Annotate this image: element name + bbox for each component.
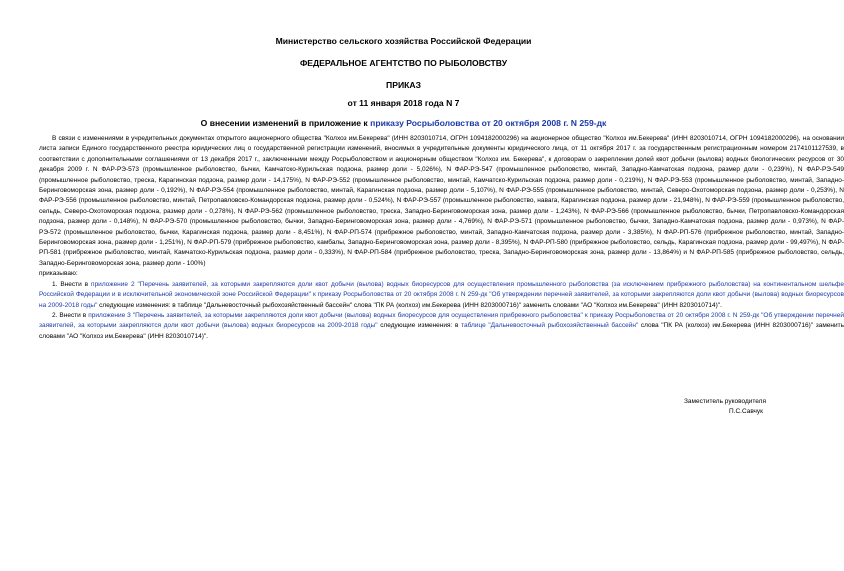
item-1-number: 1. Внести в [52, 280, 92, 288]
document-body [39, 134, 844, 342]
item-1-paragraph [39, 280, 844, 311]
document-title [0, 118, 807, 128]
item-2-paragraph [39, 311, 844, 342]
signature-position: Заместитель руководителя [684, 398, 766, 405]
title-prefix: О внесении изменений в приложение к [200, 118, 371, 128]
appendix-2-link[interactable]: приложение 2 "Перечень заявителей, за которыми закрепляются доли квот добычи (вылова) водных биоресурсов для осуществления промышленного рыболовства (за исключением прибрежного рыболовства) на континентальном шельфе Российской Федерации и в исключительной экономической зоне Российской Федерации" к приказу Росрыболовства от 20 октября 2008 г. N 259-дк "Об утверждении перечней заявителей, за которыми закрепляются доли квот добычи (вылова) водных биоресурсов на 2009-2018 годы" [39, 280, 844, 309]
item-2-text: слова "ПК РА (колхоз) им.Бекерева (ИНН 8203000716)" заменить словами "АО "Колхоз им.Бекерева" (ИНН 8203010714)". [39, 322, 844, 340]
date-number-heading: от 11 января 2018 года N 7 [347, 98, 460, 108]
appendix-3-link[interactable]: приложение 3 "Перечень заявителей, за которыми закрепляются доли квот добычи (вылова) водных биоресурсов для осуществления прибрежного рыболовства" к приказу Росрыболовства от 20 октября 2008 г. N 259-дк "Об утверждении перечней заявителей, за которыми закрепляются доли квот добычи (вылова) водных биоресурсов на 2009-2018 годы" [39, 311, 844, 330]
item-1-text: следующие изменения: в таблице "Дальневосточный рыбохозяйственный бассейн" слова "ПК РА (колхоз) им.Бекерева (ИНН 8203000716)" заменить словами "АО "Колхоз им.Бекерева" (ИНН 8203010714)". [97, 301, 722, 309]
item-2-number: 2. Внести в [52, 311, 89, 319]
table-far-east-link[interactable]: таблице "Дальневосточный рыбохозяйственный бассейн" [461, 322, 639, 330]
ministry-heading: Министерство сельского хозяйства Российской Федерации [275, 36, 532, 46]
item-2-mid-text: следующие изменения: в [377, 322, 462, 330]
signature-name: П.С.Савчук [729, 408, 764, 415]
order-259-link[interactable]: приказу Росрыболовства от 20 октября 2008 г. N 259-дк [370, 118, 607, 128]
doc-type-heading: ПРИКАЗ [386, 80, 421, 90]
agency-heading: ФЕДЕРАЛЬНОЕ АГЕНТСТВО ПО РЫБОЛОВСТВУ [299, 58, 508, 68]
preamble-paragraph: В связи с изменениями в учредительных документах открытого акционерного общества "Колхоз им.Бекерева" (ИНН 8203010714, ОГРН 1094182000296) на акционерное общество "Колхоз им.Бекерева" (ИНН 8203010714, ОГРН 1094182000296), на основании листа записи Единого государственного реестра юридических лиц о государственной регистрации изменений, вносимых в учредительные документы юридического лица, от 11 октября 2017 г. за государственным регистрационным номером 2174101127539, в соответствии с дополнительными соглашениями от 13 декабря 2017 г., заключенными между Росрыболовством и акционерным обществом "Колхоз им. Бекерева", к договорам о закреплении долей квот добычи (вылова) водных биологических ресурсов от 30 декабря 2009 г. N ФАР-РЭ-573 (промышленное рыболовство, бычки, Камчатско-Курильская подзона, размер доли - 5,026%), N ФАР-РЭ-547 (промышленное рыболовство, минтай, Западно-Камчатская подзона, размер доли - 0,239%), N ФАР-РЭ-549 (промышленное рыболовство, треска, Карагинская подзона, размер доли - 14,175%), N ФАР-РЭ-552 (промышленное рыболовство, минтай, Камчатско-Курильская подзона, размер доли - 0,219%), N ФАР-РЭ-553 (промышленное рыболовство, минтай, Западно-Беринговоморская зона, размер доли - 0,192%), N ФАР-РЭ-554 (промышленное рыболовство, минтай, Карагинская подзона, размер доли - 5,107%), N ФАР-РЭ-555 (промышленное рыболовство, минтай, Северо-Охотоморская подзона, размер доли - 0,253%), N ФАР-РЭ-556 (промышленное рыболовство, минтай, Петропавловско-Командорская подзона, размер доли - 0,524%), N ФАР-РЭ-557 (промышленное рыболовство, навага, Карагинская подзона, размер доли - 21,948%), N ФАР-РЭ-559 (промышленное рыболовство, сельдь, Северо-Охотоморская подзона, размер доли - 0,278%), N ФАР-РЭ-562 (промышленное рыболовство, треска, Западно-Беринговоморская зона, размер доли - 1,243%), N ФАР-РЭ-566 (промышленное рыболовство, бычки, Петропавловско-Командорская подзона, размер доли - 0,148%), N ФАР-РЭ-570 (промышленное рыболовство, бычки, Западно-Беринговоморская зона, размер доли - 4,769%), N ФАР-РЭ-571 (промышленное рыболовство, бычки, Западно-Камчатская подзона, размер доли - 0,973%), N ФАР-РЭ-572 (промышленное рыболовство, бычки, Карагинская подзона, размер доли - 8,451%), N ФАР-РП-574 (прибрежное рыболовство, минтай, Западно-Камчатская подзона, размер доли - 3,385%), N ФАР-РП-576 (прибрежное рыболовство, минтай, Западно-Беринговоморская зона, размер доли - 1,251%), N ФАР-РП-579 (прибрежное рыболовство, камбалы, Западно-Беринговоморская зона, размер доли - 8,395%), N ФАР-РП-580 (прибрежное рыболовство, сельдь, Карагинская подзона, размер доли - 99,497%), N ФАР-РП-581 (прибрежное рыболовство, минтай, Камчатско-Курильская подзона, размер доли - 0,333%), N ФАР-РП-584 (прибрежное рыболовство, треска, Западно-Беринговоморская зона, размер доли - 13,864%) и N ФАР-РП-585 (прибрежное рыболовство, сельдь, Западно-Беринговоморская зона, размер доли - 100%) [39, 135, 844, 267]
order-word: приказываю: [39, 270, 78, 278]
